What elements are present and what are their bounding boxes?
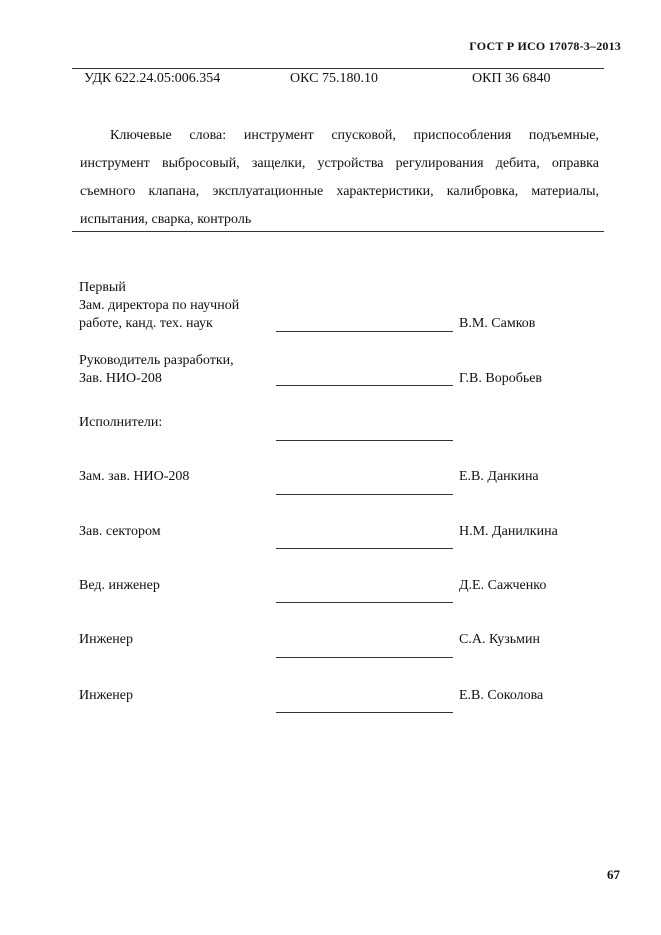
signature-line [276, 494, 453, 495]
signature-line [276, 385, 453, 386]
signature-line [276, 712, 453, 713]
standard-number: ГОСТ Р ИСО 17078-3–2013 [469, 39, 621, 53]
udk-code: УДК 622.24.05:006.354 [84, 71, 221, 86]
signatory-name: Е.В. Данкина [459, 469, 539, 484]
signatory-name: В.М. Самков [459, 316, 536, 331]
page-number: 67 [607, 867, 620, 882]
signatory-title-line: Первый [79, 280, 126, 295]
okp-code: ОКП 36 6840 [472, 71, 551, 86]
signatory-title-line: Инженер [79, 688, 134, 703]
signatory-name: Г.В. Воробьев [459, 371, 543, 386]
signature-line [276, 602, 453, 603]
signatory-title-line: Руководитель разработки, [79, 353, 234, 368]
signatory-title-line: Зав. сектором [79, 524, 161, 539]
signature-line [276, 440, 453, 441]
signatory-title-line: Инженер [79, 632, 134, 647]
signatory-title-line: работе, канд. тех. наук [79, 316, 213, 331]
signatory-title-line: Вед. инженер [79, 578, 160, 593]
signatory-name: Е.В. Соколова [459, 688, 544, 703]
signatory-title-line: Зам. зав. НИО-208 [79, 469, 190, 484]
signature-line [276, 548, 453, 549]
signature-line [276, 331, 453, 332]
signatory-name: Н.М. Данилкина [459, 524, 558, 539]
signatory-name: С.А. Кузьмин [459, 632, 540, 647]
signatory-title-line: Исполнители: [79, 415, 163, 430]
classification-codes [72, 71, 604, 89]
signature-line [276, 657, 453, 658]
oks-code: ОКС 75.180.10 [290, 71, 378, 86]
signatory-title-line: Зав. НИО-208 [79, 371, 162, 386]
top-rule [72, 68, 604, 69]
keywords-rule [72, 231, 604, 232]
signatory-title-line: Зам. директора по научной [79, 298, 240, 313]
keywords-paragraph: Ключевые слова: инструмент спусковой, приспособления подъемные, инструмент выбросовый, защелки, устройства регулирования дебита, оправка съемного клапана, эксплуатационные характеристики, калибровка, материалы, испытания, сварка, контроль [80, 128, 599, 227]
signatory-name: Д.Е. Сажченко [459, 578, 547, 593]
